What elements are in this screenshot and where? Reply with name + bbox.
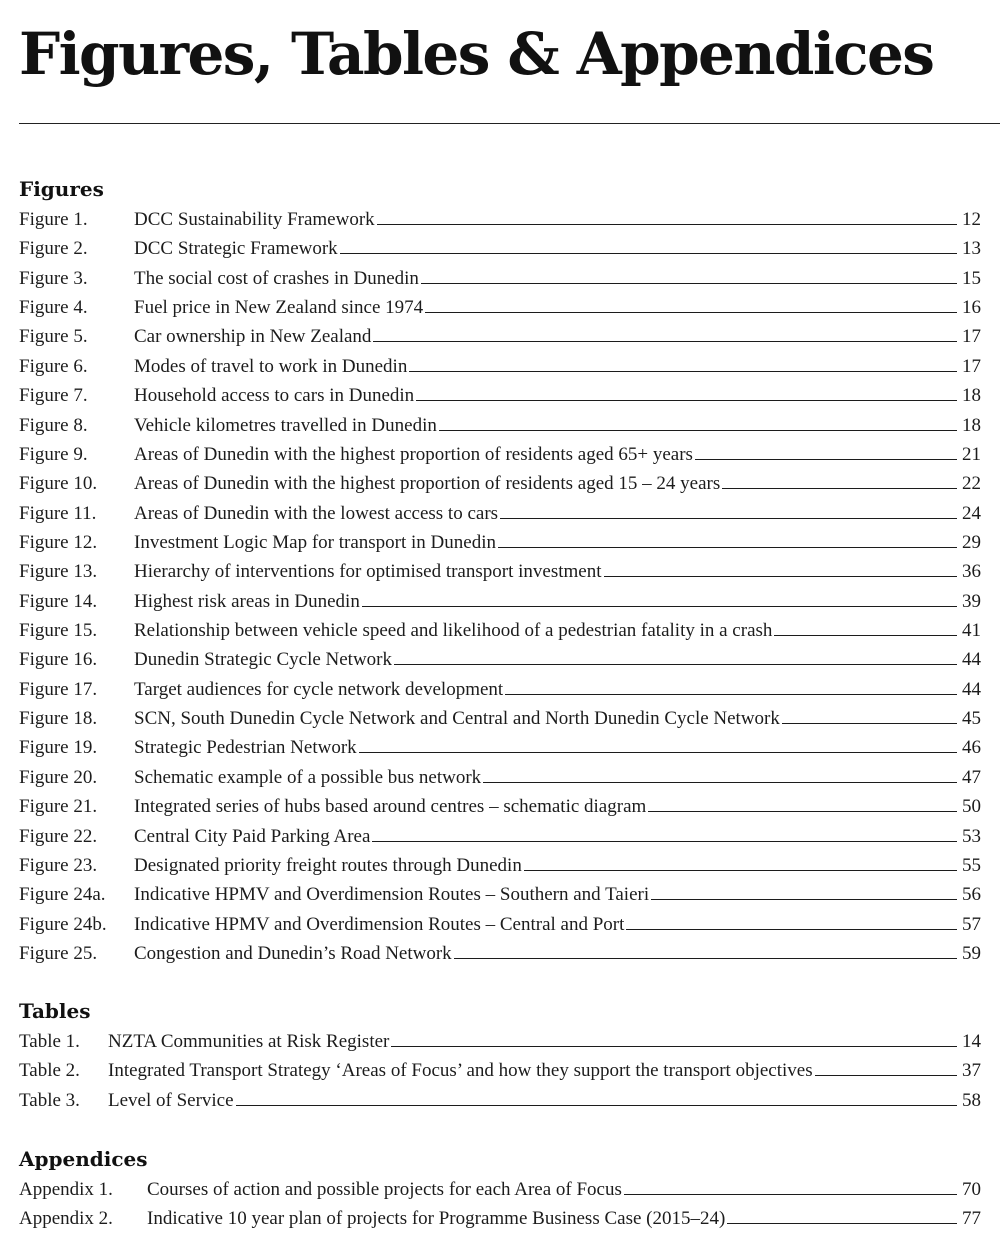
- entry-title: NZTA Communities at Risk Register: [108, 1031, 390, 1052]
- entry-title: Indicative HPMV and Overdimension Routes – Southern and Taieri: [134, 884, 650, 906]
- entry-title: The social cost of crashes in Dunedin: [134, 267, 419, 289]
- entry-page-number: 47: [962, 766, 981, 788]
- leader-line: [373, 340, 957, 342]
- figures-section: [19, 175, 981, 968]
- tables-list: [19, 1027, 981, 1115]
- figure-entry[interactable]: [19, 675, 981, 704]
- entry-page-number: 53: [962, 825, 981, 847]
- figure-entry[interactable]: [19, 939, 981, 968]
- entry-title: Integrated Transport Strategy ‘Areas of Focus’ and how they support the transport objectives: [108, 1060, 813, 1082]
- figure-entry[interactable]: [19, 234, 981, 263]
- entry-label: Figure 12.: [19, 531, 98, 553]
- figure-entry[interactable]: [19, 880, 981, 909]
- figure-entry[interactable]: [19, 205, 981, 234]
- entry-page-number: 50: [962, 796, 981, 818]
- appendix-entry[interactable]: [19, 1204, 981, 1233]
- entry-label: Table 2.: [19, 1060, 80, 1082]
- entry-label: Figure 23.: [19, 854, 98, 876]
- entry-page-number: 12: [962, 209, 981, 230]
- entry-title: SCN, South Dunedin Cycle Network and Central and North Dunedin Cycle Network: [134, 708, 780, 730]
- leader-line: [416, 399, 957, 401]
- entry-page-number: 17: [962, 326, 981, 348]
- figure-entry[interactable]: [19, 557, 981, 586]
- entry-label: Figure 22.: [19, 825, 98, 847]
- entry-title: Schematic example of a possible bus network: [134, 766, 482, 788]
- entry-title: DCC Sustainability Framework: [134, 209, 375, 230]
- leader-line: [439, 429, 957, 431]
- entry-label: Figure 9.: [19, 443, 88, 465]
- entry-page-number: 44: [962, 649, 981, 671]
- figure-entry[interactable]: [19, 264, 981, 293]
- entry-page-number: 45: [962, 708, 981, 730]
- entry-title: Vehicle kilometres travelled in Dunedin: [134, 414, 437, 436]
- entry-label: Figure 15.: [19, 620, 98, 642]
- entry-label: Figure 13.: [19, 561, 98, 583]
- entry-label: Table 1.: [19, 1031, 80, 1052]
- entry-label: Figure 8.: [19, 414, 88, 436]
- leader-line: [524, 869, 957, 871]
- leader-line: [372, 840, 957, 842]
- figure-entry[interactable]: [19, 528, 981, 557]
- entry-page-number: 77: [962, 1208, 981, 1230]
- entry-title: Target audiences for cycle network development: [134, 678, 504, 700]
- leader-line: [648, 810, 957, 812]
- entry-label: Figure 25.: [19, 942, 98, 964]
- leader-line: [500, 517, 957, 519]
- entry-title: Areas of Dunedin with the highest proportion of residents aged 65+ years: [134, 443, 693, 465]
- leader-line: [722, 487, 957, 489]
- leader-line: [483, 781, 957, 783]
- figure-entry[interactable]: [19, 822, 981, 851]
- entry-page-number: 36: [962, 561, 981, 583]
- entry-page-number: 16: [962, 297, 981, 319]
- figure-entry[interactable]: [19, 587, 981, 616]
- entry-label: Figure 20.: [19, 766, 98, 788]
- leader-line: [391, 1045, 957, 1047]
- entry-title: Integrated series of hubs based around centres – schematic diagram: [134, 796, 647, 818]
- leader-line: [651, 898, 957, 900]
- leader-line: [782, 722, 957, 724]
- entry-label: Figure 2.: [19, 238, 88, 260]
- entry-page-number: 70: [962, 1179, 981, 1200]
- entry-page-number: 41: [962, 620, 981, 642]
- leader-line: [362, 605, 957, 607]
- entry-page-number: 14: [962, 1031, 981, 1052]
- figure-entry[interactable]: [19, 411, 981, 440]
- entry-page-number: 22: [962, 473, 981, 495]
- leader-line: [815, 1074, 957, 1076]
- figure-entry[interactable]: [19, 704, 981, 733]
- table-entry[interactable]: [19, 1056, 981, 1085]
- entry-title: Level of Service: [108, 1089, 234, 1111]
- entry-page-number: 59: [962, 942, 981, 964]
- leader-line: [774, 634, 957, 636]
- entry-page-number: 39: [962, 590, 981, 612]
- entry-label: Figure 6.: [19, 355, 88, 377]
- entry-label: Figure 24b.: [19, 913, 107, 935]
- entry-page-number: 55: [962, 854, 981, 876]
- entry-title: Car ownership in New Zealand: [134, 326, 372, 348]
- leader-line: [626, 928, 957, 930]
- entry-page-number: 17: [962, 355, 981, 377]
- entry-label: Figure 1.: [19, 209, 88, 230]
- title-divider: [19, 123, 1000, 124]
- leader-line: [409, 370, 957, 372]
- leader-line: [236, 1104, 957, 1106]
- entry-page-number: 18: [962, 385, 981, 407]
- entry-page-number: 58: [962, 1089, 981, 1111]
- entry-title: Relationship between vehicle speed and likelihood of a pedestrian fatality in a crash: [134, 620, 773, 642]
- entry-label: Table 3.: [19, 1089, 80, 1111]
- entry-label: Figure 19.: [19, 737, 98, 759]
- table-entry[interactable]: [19, 1027, 981, 1056]
- entry-title: Household access to cars in Dunedin: [134, 385, 415, 407]
- leader-line: [505, 693, 957, 695]
- leader-line: [340, 252, 957, 254]
- tables-section: [19, 997, 981, 1115]
- entry-label: Figure 11.: [19, 502, 97, 524]
- appendix-entry[interactable]: [19, 1175, 981, 1204]
- figure-entry[interactable]: [19, 763, 981, 792]
- entry-label: Figure 5.: [19, 326, 88, 348]
- table-entry[interactable]: [19, 1086, 981, 1115]
- appendices-list: [19, 1175, 981, 1234]
- figure-entry[interactable]: [19, 322, 981, 351]
- figure-entry[interactable]: [19, 733, 981, 762]
- figure-entry[interactable]: [19, 381, 981, 410]
- entry-page-number: 46: [962, 737, 981, 759]
- figure-entry[interactable]: [19, 440, 981, 469]
- leader-line: [727, 1222, 957, 1224]
- entry-title: Designated priority freight routes through Dunedin: [134, 854, 522, 876]
- figure-entry[interactable]: [19, 851, 981, 880]
- figure-entry[interactable]: [19, 499, 981, 528]
- entry-page-number: 56: [962, 884, 981, 906]
- leader-line: [624, 1193, 957, 1195]
- figure-entry[interactable]: [19, 469, 981, 498]
- figures-heading: Figures: [19, 177, 104, 201]
- tables-heading: Tables: [19, 999, 91, 1023]
- entry-label: Figure 18.: [19, 708, 98, 730]
- entry-title: Fuel price in New Zealand since 1974: [134, 297, 424, 319]
- entry-title: DCC Strategic Framework: [134, 238, 338, 260]
- entry-page-number: 13: [962, 238, 981, 260]
- entry-title: Investment Logic Map for transport in Dunedin: [134, 531, 496, 553]
- leader-line: [377, 223, 957, 225]
- entry-page-number: 18: [962, 414, 981, 436]
- entry-title: Areas of Dunedin with the lowest access to cars: [134, 502, 499, 524]
- entry-page-number: 21: [962, 443, 981, 465]
- figure-entry[interactable]: [19, 792, 981, 821]
- entry-title: Modes of travel to work in Dunedin: [134, 355, 408, 377]
- leader-line: [425, 311, 957, 313]
- entry-title: Areas of Dunedin with the highest proportion of residents aged 15 – 24 years: [134, 473, 721, 495]
- leader-line: [454, 957, 957, 959]
- entry-label: Figure 14.: [19, 590, 98, 612]
- appendices-section: [19, 1145, 981, 1234]
- entry-title: Hierarchy of interventions for optimised transport investment: [134, 561, 602, 583]
- entry-title: Indicative 10 year plan of projects for Programme Business Case (2015–24): [147, 1208, 726, 1230]
- entry-page-number: 44: [962, 678, 981, 700]
- entry-label: Figure 3.: [19, 267, 88, 289]
- entry-title: Courses of action and possible projects for each Area of Focus: [147, 1179, 622, 1200]
- figure-entry[interactable]: [19, 645, 981, 674]
- entry-title: Congestion and Dunedin’s Road Network: [134, 942, 452, 964]
- entry-page-number: 15: [962, 267, 981, 289]
- leader-line: [695, 458, 957, 460]
- entry-title: Dunedin Strategic Cycle Network: [134, 649, 393, 671]
- leader-line: [498, 546, 957, 548]
- entry-label: Figure 17.: [19, 678, 98, 700]
- figure-entry[interactable]: [19, 293, 981, 322]
- page-title: Figures, Tables & Appendices: [19, 20, 934, 88]
- entry-page-number: 24: [962, 502, 981, 524]
- leader-line: [359, 751, 957, 753]
- entry-title: Central City Paid Parking Area: [134, 825, 371, 847]
- entry-label: Figure 24a.: [19, 884, 106, 906]
- entry-label: Figure 7.: [19, 385, 88, 407]
- figure-entry[interactable]: [19, 910, 981, 939]
- figure-entry[interactable]: [19, 616, 981, 645]
- leader-line: [421, 282, 957, 284]
- entry-label: Figure 16.: [19, 649, 98, 671]
- entry-title: Strategic Pedestrian Network: [134, 737, 357, 759]
- figures-list: [19, 205, 981, 968]
- entry-label: Figure 10.: [19, 473, 98, 495]
- leader-line: [604, 575, 958, 577]
- appendices-heading: Appendices: [19, 1147, 148, 1171]
- figure-entry[interactable]: [19, 352, 981, 381]
- entry-label: Appendix 1.: [19, 1179, 113, 1200]
- entry-title: Highest risk areas in Dunedin: [134, 590, 360, 612]
- leader-line: [394, 663, 957, 665]
- entry-label: Figure 21.: [19, 796, 98, 818]
- entry-page-number: 29: [962, 531, 981, 553]
- entry-page-number: 57: [962, 913, 981, 935]
- entry-label: Figure 4.: [19, 297, 88, 319]
- entry-title: Indicative HPMV and Overdimension Routes – Central and Port: [134, 913, 625, 935]
- entry-label: Appendix 2.: [19, 1208, 113, 1230]
- entry-page-number: 37: [962, 1060, 981, 1082]
